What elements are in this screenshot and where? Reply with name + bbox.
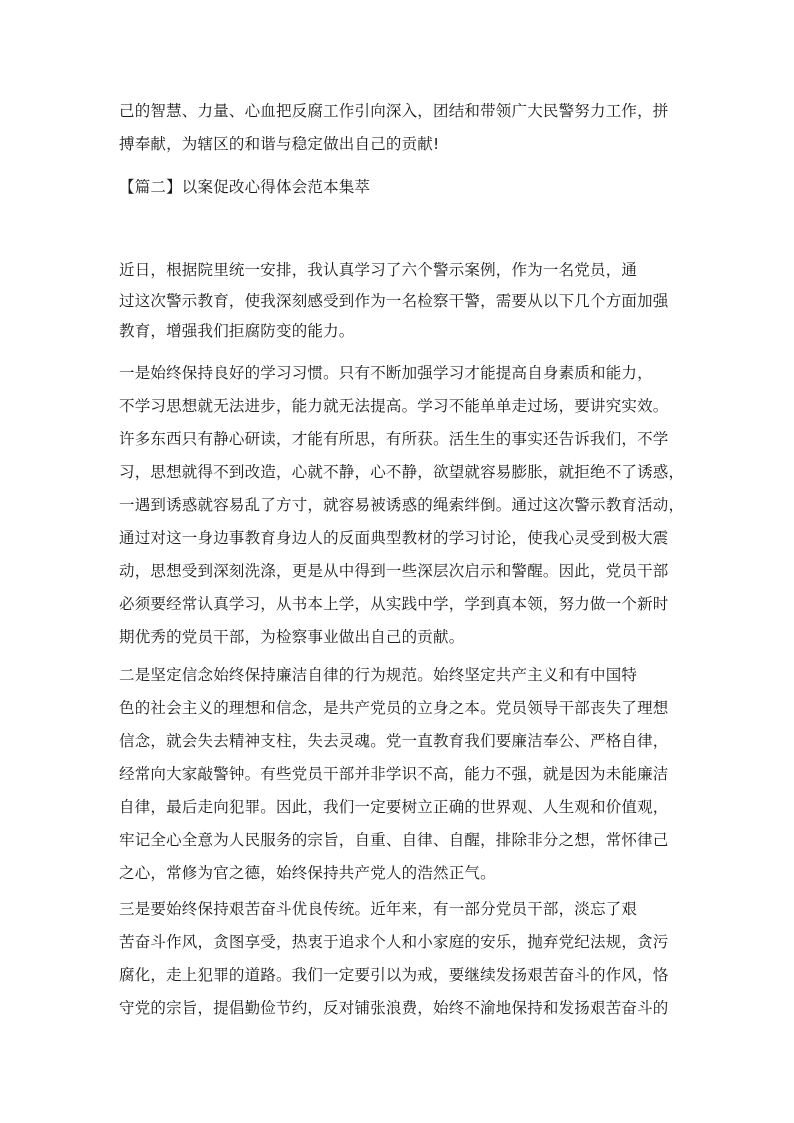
paragraph-4-line-4: 守党的宗旨，提倡勤俭节约，反对铺张浪费，始终不渝地保持和发扬艰苦奋斗的 <box>119 999 669 1017</box>
paragraph-2-line-6: 通过对这一身边事教育身边人的反面典型教材的学习讨论，使我心灵受到极大震 <box>119 529 669 547</box>
paragraph-1-line-2: 过这次警示教育，使我深刻感受到作为一名检察干警，需要从以下几个方面加强 <box>119 292 669 310</box>
paragraph-4-line-3: 腐化，走上犯罪的道路。我们一定要引以为戒，要继续发扬艰苦奋斗的作风，恪 <box>119 966 669 984</box>
paragraph-3-line-7: 之心，常修为官之德，始终保持共产党人的浩然正气。 <box>119 864 496 882</box>
paragraph-2-line-4: 习，思想就得不到改造，心就不静，心不静，欲望就容易膨胀，就拒绝不了诱惑， <box>119 463 685 481</box>
paragraph-3-line-6: 牢记全心全意为人民服务的宗旨，自重、自律、自醒，排除非分之想，常怀律己 <box>119 831 669 849</box>
paragraph-2-line-3: 许多东西只有静心研读，才能有所思，有所获。活生生的事实还告诉我们，不学 <box>119 430 669 448</box>
intro-line-2: 搏奉献，为辖区的和谐与稳定做出自己的贡献! <box>119 135 440 153</box>
paragraph-1-line-3: 教育，增强我们拒腐防变的能力。 <box>119 322 355 340</box>
paragraph-4-line-1: 三是要始终保持艰苦奋斗优良传统。近年来，有一部分党员干部，淡忘了艰 <box>119 900 638 918</box>
paragraph-3-line-1: 二是坚定信念始终保持廉洁自律的行为规范。始终坚定共产主义和有中国特 <box>119 666 638 684</box>
paragraph-3-line-5: 自律，最后走向犯罪。因此，我们一定要树立正确的世界观、人生观和价值观， <box>119 798 669 816</box>
paragraph-2-line-2: 不学习思想就无法进步，能力就无法提高。学习不能单单走过场，要讲究实效。 <box>119 397 669 415</box>
paragraph-3-line-4: 经常向大家敲警钟。有些党员干部并非学识不高，能力不强，就是因为未能廉洁 <box>119 765 669 783</box>
intro-line-1: 己的智慧、力量、心血把反腐工作引向深入，团结和带领广大民警努力工作，拼 <box>119 102 669 120</box>
paragraph-2-line-9: 期优秀的党员干部，为检察事业做出自己的贡献。 <box>119 628 465 646</box>
paragraph-1-line-1: 近日，根据院里统一安排，我认真学习了六个警示案例，作为一名党员，通 <box>119 261 638 279</box>
paragraph-2-line-7: 动，思想受到深刻洗涤，更是从中得到一些深层次启示和警醒。因此，党员干部 <box>119 562 669 580</box>
paragraph-4-line-2: 苦奋斗作风，贪图享受，热衷于追求个人和小家庭的安乐，抛弃党纪法规，贪污 <box>119 933 669 951</box>
paragraph-3-line-2: 色的社会主义的理想和信念，是共产党员的立身之本。党员领导干部丧失了理想 <box>119 699 669 717</box>
paragraph-2-line-1: 一是始终保持良好的学习习惯。只有不断加强学习才能提高自身素质和能力， <box>119 364 653 382</box>
paragraph-2-line-5: 一遇到诱惑就容易乱了方寸，就容易被诱惑的绳索绊倒。通过这次警示教育活动， <box>119 496 685 514</box>
paragraph-3-line-3: 信念，就会失去精神支柱，失去灵魂。党一直教育我们要廉洁奉公、严格自律， <box>119 732 669 750</box>
paragraph-2-line-8: 必须要经常认真学习，从书本上学，从实践中学，学到真本领，努力做一个新时 <box>119 595 669 613</box>
section-heading: 【篇二】以案促改心得体会范本集萃 <box>119 178 371 196</box>
